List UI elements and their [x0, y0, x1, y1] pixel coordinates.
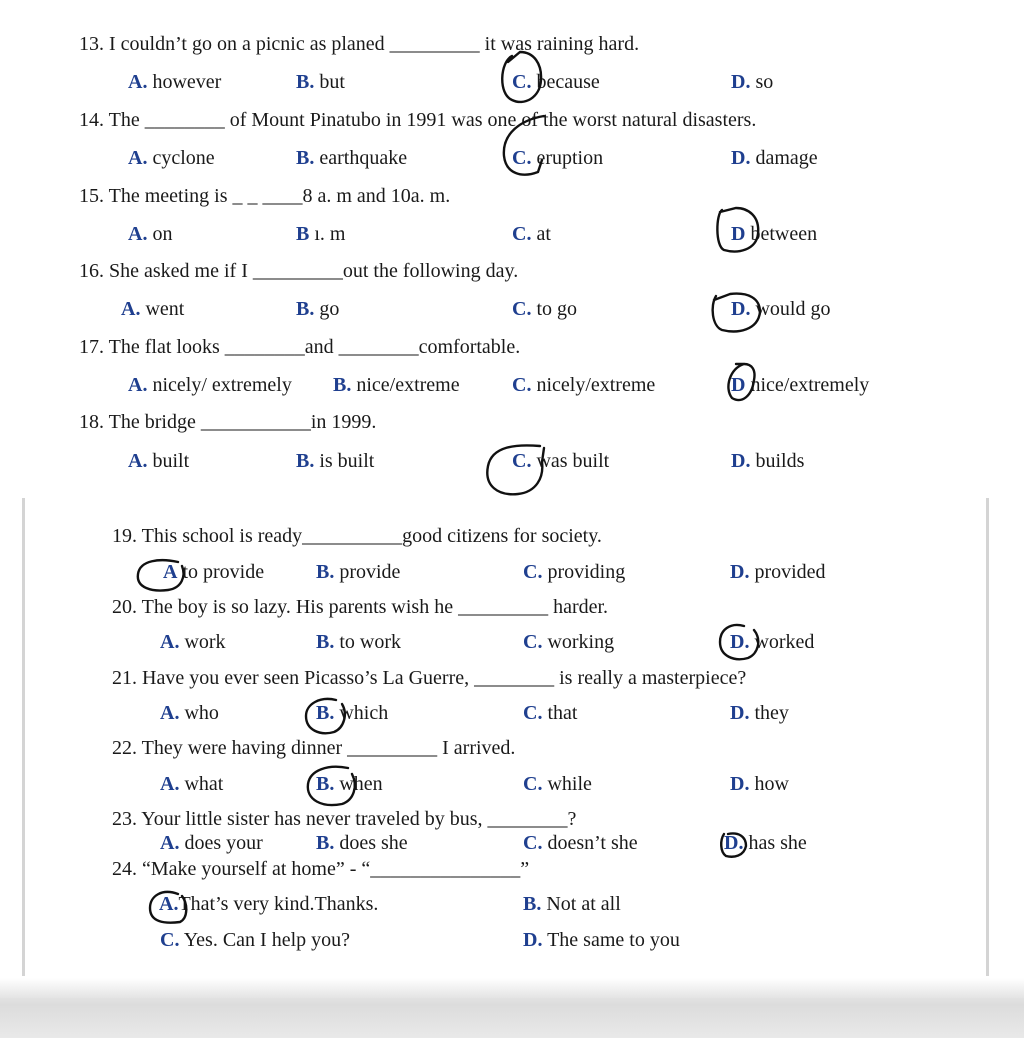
q16-option-a-text: went [140, 298, 185, 320]
panel-right-edge [986, 498, 989, 976]
q20-option-c-text: working [542, 631, 615, 653]
q17-option-d-letter: D [731, 374, 746, 396]
q17-option-b [333, 373, 460, 397]
q23-option-c-text: doesn’t she [542, 832, 638, 854]
q22-option-b [316, 772, 383, 796]
q18-option-d [731, 449, 804, 473]
q18-option-a-text: built [147, 450, 190, 472]
q15-option-c-letter: C. [512, 223, 532, 245]
q22-option-c-letter: C. [523, 773, 543, 795]
page-bottom-shade [0, 978, 1024, 998]
q23-option-d-text: has she [743, 832, 807, 854]
question-19-stem: 19. This school is ready__________good citizens for society. [112, 525, 602, 547]
q21-option-c [523, 701, 577, 725]
q13-option-b-text: but [314, 71, 345, 93]
q22-option-a [160, 772, 223, 796]
q15-option-a [128, 222, 172, 246]
q14-option-d-letter: D. [731, 147, 751, 169]
q17-option-d [731, 373, 869, 397]
q16-option-b-text: go [314, 298, 340, 320]
q22-option-a-letter: A. [160, 773, 180, 795]
q18-option-a-letter: A. [128, 450, 148, 472]
q19-option-a-letter: A [163, 561, 178, 583]
q13-option-d-letter: D. [731, 71, 751, 93]
q23-option-b [316, 831, 408, 855]
question-23-stem: 23. Your little sister has never traveled by bus, ________? [112, 808, 577, 830]
question-15-stem: 15. The meeting is _ _ ____8 a. m and 10a. m. [79, 185, 451, 207]
q15-option-d-text: between [745, 223, 818, 245]
q18-option-c-text: was built [531, 450, 610, 472]
q17-option-b-letter: B. [333, 374, 352, 396]
q18-option-c [512, 449, 609, 473]
q15-option-a-letter: A. [128, 223, 148, 245]
q14-option-b-text: earthquake [314, 147, 408, 169]
q15-option-c [512, 222, 551, 246]
q21-option-a [160, 701, 219, 725]
question-16-stem: 16. She asked me if I _________out the following day. [79, 260, 519, 282]
q14-option-c-text: eruption [531, 147, 604, 169]
q15-option-b-text: ı. m [309, 223, 346, 245]
q21-option-c-text: that [542, 702, 578, 724]
q14-option-d-text: damage [750, 147, 818, 169]
q16-option-d-text: would go [750, 298, 831, 320]
q23-option-d-letter: D. [724, 832, 744, 854]
q19-option-d [730, 560, 826, 584]
q21-option-a-text: who [179, 702, 219, 724]
q24-option-b [523, 892, 621, 916]
q17-option-d-text: nice/extremely [745, 374, 870, 396]
q18-option-b-text: is built [314, 450, 375, 472]
q24-option-d-text: The same to you [542, 929, 680, 951]
q23-option-a [160, 831, 263, 855]
q14-option-a [128, 146, 215, 170]
q24-option-d [523, 928, 680, 952]
q13-option-b [296, 70, 345, 94]
q13-option-b-letter: B. [296, 71, 315, 93]
q14-option-c [512, 146, 603, 170]
q23-option-a-text: does your [179, 832, 263, 854]
q13-option-a-text: however [147, 71, 222, 93]
q22-option-a-text: what [179, 773, 224, 795]
q23-option-a-letter: A. [160, 832, 180, 854]
q17-option-c-letter: C. [512, 374, 532, 396]
q18-option-c-letter: C. [512, 450, 532, 472]
q18-option-d-text: builds [750, 450, 805, 472]
question-17-stem: 17. The flat looks ________and ________comfortable. [79, 336, 521, 358]
q23-option-c-letter: C. [523, 832, 543, 854]
q21-option-b-text: which [334, 702, 389, 724]
q16-option-d [731, 297, 830, 321]
question-24-stem: 24. “Make yourself at home” - “_______________” [112, 858, 530, 880]
q19-option-c-text: providing [542, 561, 626, 583]
q22-option-d-text: how [749, 773, 789, 795]
q16-option-c [512, 297, 577, 321]
q24-option-c-text: Yes. Can I help you? [179, 929, 350, 951]
q21-option-d-text: they [749, 702, 789, 724]
q21-option-c-letter: C. [523, 702, 543, 724]
q18-option-b [296, 449, 374, 473]
q20-option-d [730, 630, 814, 654]
q24-option-a [159, 892, 378, 916]
q21-option-b [316, 701, 388, 725]
q15-option-b-letter: B [296, 223, 310, 245]
q22-option-c [523, 772, 592, 796]
q16-option-b [296, 297, 339, 321]
question-13-stem: 13. I couldn’t go on a picnic as planed _________ it was raining hard. [79, 33, 640, 55]
q16-option-a-letter: A. [121, 298, 141, 320]
q20-option-b [316, 630, 401, 654]
question-22-stem: 22. They were having dinner _________ I arrived. [112, 737, 516, 759]
q13-option-c-text: because [531, 71, 600, 93]
q22-option-d-letter: D. [730, 773, 750, 795]
q14-option-b [296, 146, 407, 170]
q16-option-c-letter: C. [512, 298, 532, 320]
q24-option-c-letter: C. [160, 929, 180, 951]
q18-option-b-letter: B. [296, 450, 315, 472]
q19-option-b-text: provide [334, 561, 401, 583]
q24-option-b-text: Not at all [541, 893, 621, 915]
q13-option-c [512, 70, 600, 94]
q20-option-a-text: work [179, 631, 226, 653]
q20-option-c [523, 630, 614, 654]
q14-option-a-text: cyclone [147, 147, 215, 169]
q19-option-a-text: to provide [177, 561, 265, 583]
q19-option-d-text: provided [749, 561, 826, 583]
q21-option-b-letter: B. [316, 702, 335, 724]
q16-option-c-text: to go [531, 298, 578, 320]
q13-option-a-letter: A. [128, 71, 148, 93]
q16-option-a [121, 297, 184, 321]
q15-option-d [731, 222, 817, 246]
panel-left-edge [22, 498, 25, 976]
q22-option-c-text: while [542, 773, 592, 795]
q13-option-d [731, 70, 773, 94]
q14-option-c-letter: C. [512, 147, 532, 169]
q20-option-c-letter: C. [523, 631, 543, 653]
q18-option-d-letter: D. [731, 450, 751, 472]
q24-option-d-letter: D. [523, 929, 543, 951]
q19-option-b [316, 560, 400, 584]
q17-option-b-text: nice/extreme [351, 374, 460, 396]
q21-option-a-letter: A. [160, 702, 180, 724]
q14-option-b-letter: B. [296, 147, 315, 169]
q14-option-d [731, 146, 818, 170]
question-18-stem: 18. The bridge ___________in 1999. [79, 411, 377, 433]
q15-option-d-letter: D [731, 223, 746, 245]
q20-option-b-letter: B. [316, 631, 335, 653]
q22-option-b-text: when [334, 773, 383, 795]
q16-option-b-letter: B. [296, 298, 315, 320]
q13-option-a [128, 70, 221, 94]
q23-option-b-letter: B. [316, 832, 335, 854]
q23-option-c [523, 831, 638, 855]
q20-option-b-text: to work [334, 631, 402, 653]
q20-option-d-letter: D. [730, 631, 750, 653]
q17-option-c-text: nicely/extreme [531, 374, 656, 396]
q15-option-a-text: on [147, 223, 173, 245]
q17-option-c [512, 373, 655, 397]
q14-option-a-letter: A. [128, 147, 148, 169]
q20-option-a-letter: A. [160, 631, 180, 653]
q17-option-a [128, 373, 292, 397]
q13-option-d-text: so [750, 71, 774, 93]
q17-option-a-text: nicely/ extremely [147, 374, 292, 396]
question-14-stem: 14. The ________ of Mount Pinatubo in 1991 was one of the worst natural disasters. [79, 109, 757, 131]
q19-option-b-letter: B. [316, 561, 335, 583]
q20-option-d-text: worked [749, 631, 815, 653]
q24-option-a-letter: A. [159, 893, 179, 915]
q19-option-a [163, 560, 264, 584]
question-21-stem: 21. Have you ever seen Picasso’s La Guerre, ________ is really a masterpiece? [112, 667, 747, 689]
q23-option-b-text: does she [334, 832, 408, 854]
page-bottom-shadow [0, 978, 1024, 1038]
q19-option-c-letter: C. [523, 561, 543, 583]
q16-option-d-letter: D. [731, 298, 751, 320]
q19-option-d-letter: D. [730, 561, 750, 583]
q22-option-d [730, 772, 789, 796]
q24-option-a-text: That’s very kind.Thanks. [178, 893, 379, 915]
q20-option-a [160, 630, 226, 654]
q18-option-a [128, 449, 189, 473]
q22-option-b-letter: B. [316, 773, 335, 795]
q21-option-d-letter: D. [730, 702, 750, 724]
q23-option-d [724, 831, 807, 855]
q21-option-d [730, 701, 789, 725]
q24-option-b-letter: B. [523, 893, 542, 915]
question-20-stem: 20. The boy is so lazy. His parents wish he _________ harder. [112, 596, 609, 618]
q19-option-c [523, 560, 625, 584]
q24-option-c [160, 928, 350, 952]
q17-option-a-letter: A. [128, 374, 148, 396]
q15-option-c-text: at [531, 223, 551, 245]
q13-option-c-letter: C. [512, 71, 532, 93]
q15-option-b [296, 222, 345, 246]
